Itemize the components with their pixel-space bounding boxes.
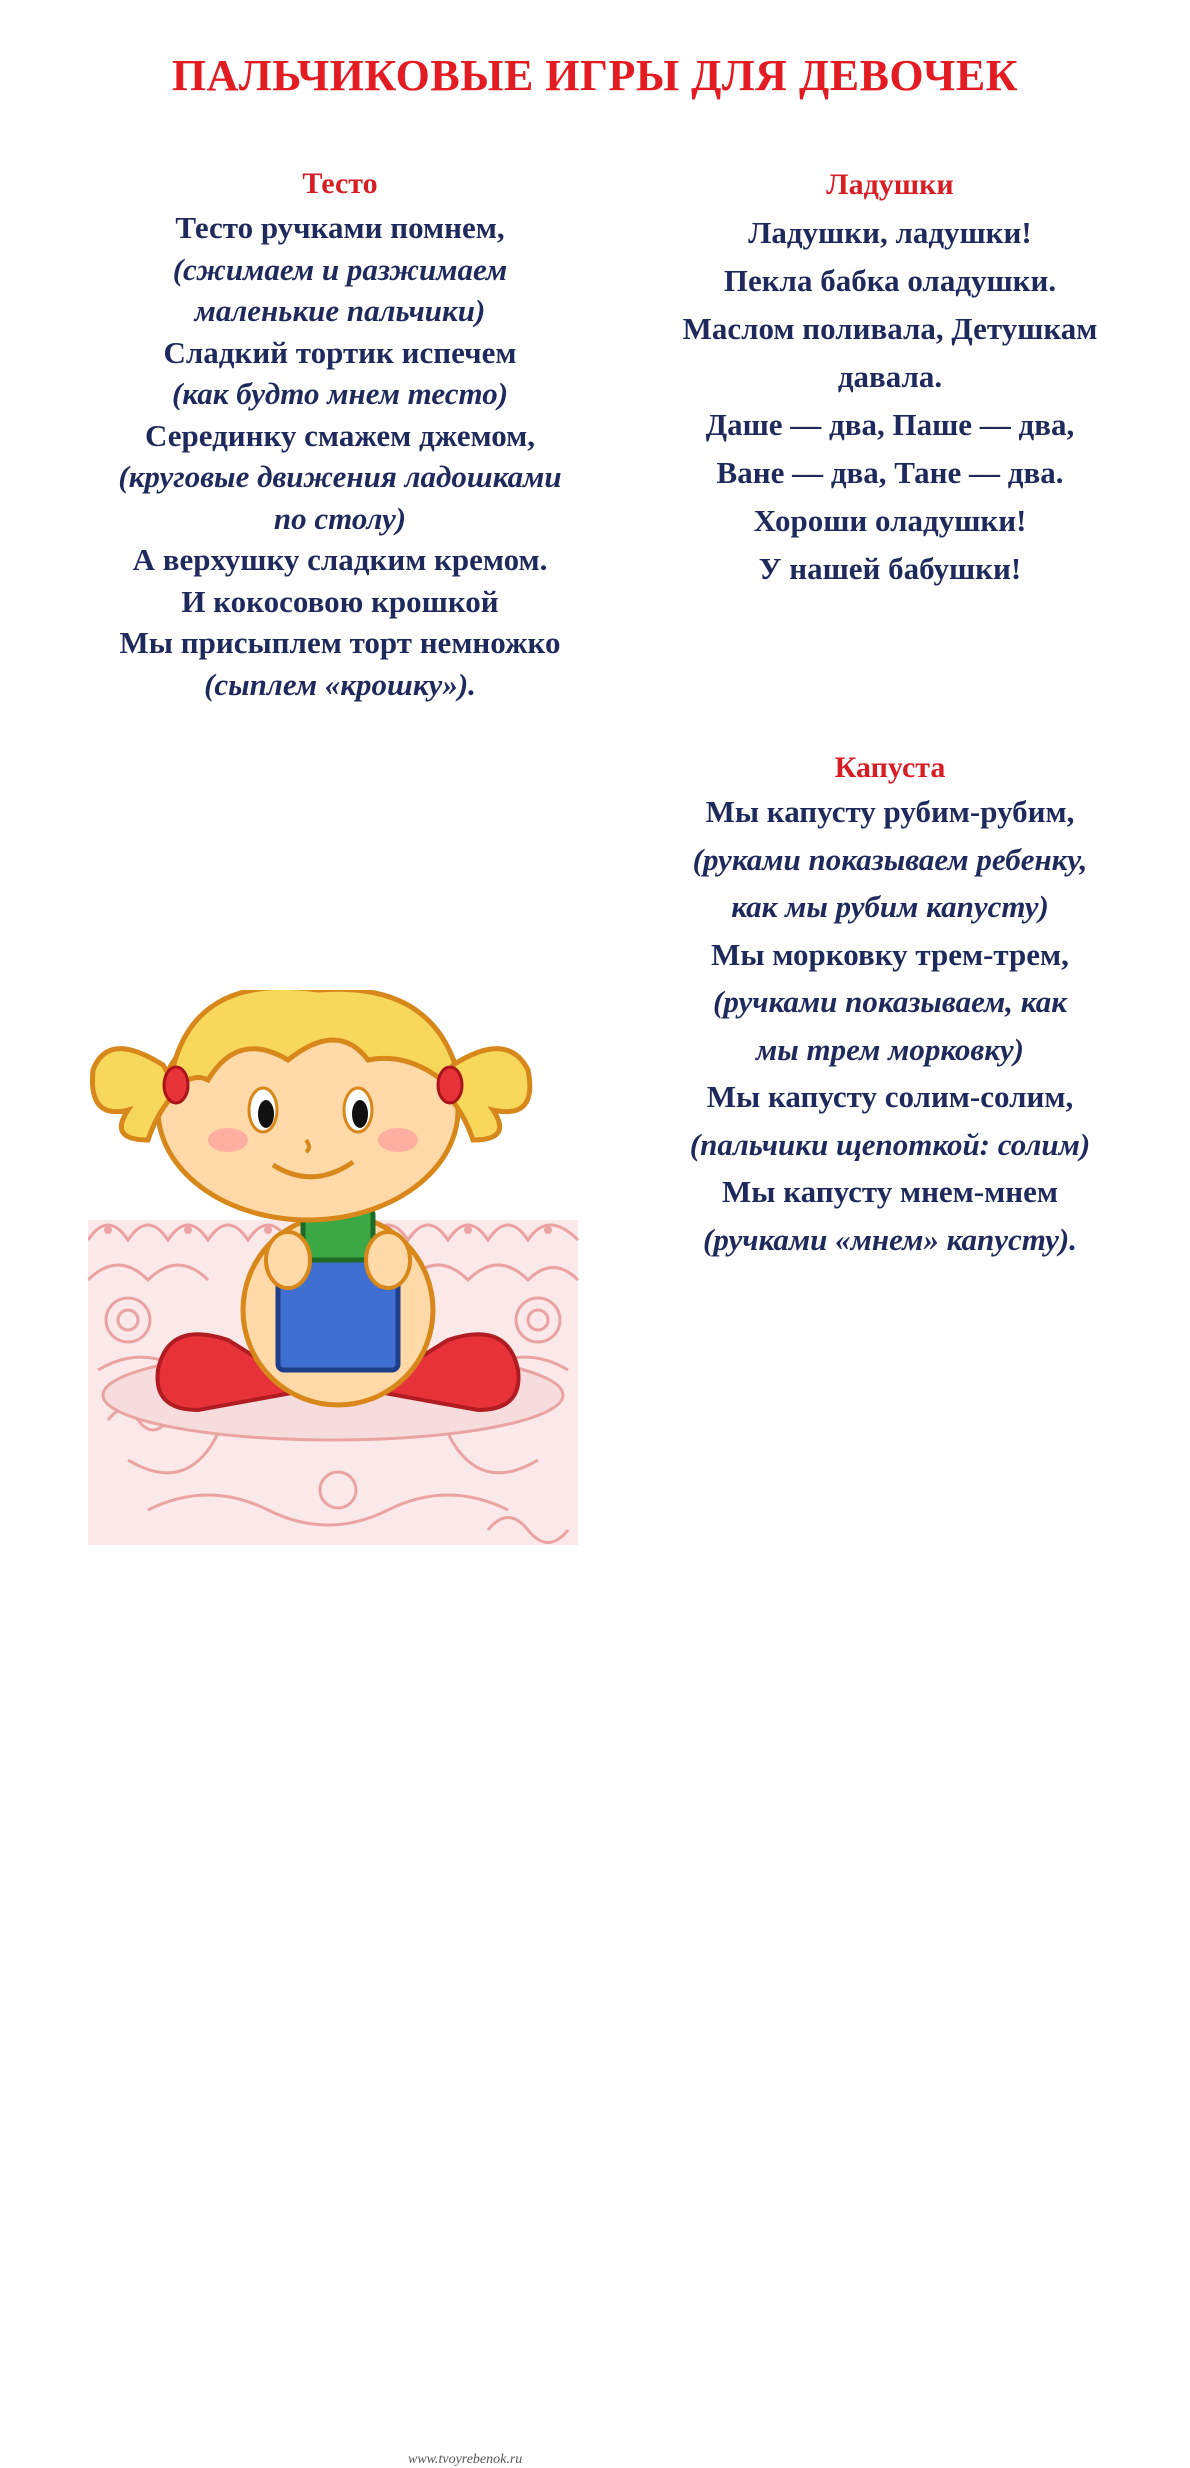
poem-kapusta (630, 748, 1150, 1263)
poem-instruction-line: (сжимаем и разжимаем (172, 251, 508, 287)
poem-instruction-line: (пальчики щепоткой: солим) (689, 1126, 1091, 1162)
poem-testo (60, 165, 620, 705)
poem-title: Ладушки (826, 168, 954, 201)
poem-verse-line: Мы капусту рубим-рубим, (705, 794, 1075, 829)
poem-verse-line: Мы капусту солим-солим, (706, 1079, 1074, 1114)
watermark: www.tvoyrebenok.ru (408, 2452, 523, 2467)
poem-instruction-line: маленькие пальчики) (194, 293, 486, 328)
poem-verse-line: Мы присыплем торт немножко (119, 625, 561, 660)
poem-instruction-line: (ручками показываем, как (713, 984, 1067, 1019)
poem-verse-line: И кокосовою крошкой (181, 583, 499, 619)
poem-instruction-line: (как будто мнем тесто) (171, 376, 509, 411)
girl-illustration (88, 990, 618, 2467)
poem-verse-line: Мы морковку трем-трем, (711, 936, 1069, 972)
poem-verse-line: Маслом поливала, Детушкам (682, 311, 1098, 346)
poem-verse-line: Хороши оладушки! (753, 503, 1027, 538)
poem-title: Капуста (834, 751, 946, 784)
poem-verse-line: Даше — два, Паше — два, (705, 407, 1075, 442)
left-hand (266, 1232, 310, 1288)
poem-instruction-line: мы трем морковку) (756, 1031, 1024, 1067)
girl-with-block-image (88, 990, 618, 1545)
poem-instruction-line: (круговые движения ладошками (118, 459, 562, 494)
poem-verse-line: Пекла бабка оладушки. (723, 263, 1057, 298)
poem-title: Тесто (302, 167, 378, 200)
poem-verse-line: Ване — два, Тане — два. (716, 455, 1064, 490)
page-title: ПАЛЬЧИКОВЫЕ ИГРЫ ДЛЯ ДЕВОЧЕК (171, 51, 1019, 100)
poem-instruction-line: по столу) (273, 500, 407, 536)
poem-instruction-line: как мы рубим капусту) (731, 889, 1049, 924)
poem-verse-line: давала. (837, 359, 943, 394)
poem-verse-line: Сладкий тортик испечем (163, 334, 517, 370)
poem-instruction-line: (руками показываем ребенку, (692, 841, 1088, 877)
poem-verse-line: Ладушки, ладушки! (748, 215, 1032, 250)
poem-instruction-line: (ручками «мнем» капусту). (703, 1221, 1077, 1257)
poem-verse-line: У нашей бабушки! (758, 551, 1022, 586)
poem-verse-line: Тесто ручками помнем, (175, 210, 505, 245)
poem-instruction-line: (сыплем «крошку»). (204, 666, 476, 702)
poem-verse-line: Мы капусту мнем-мнем (722, 1174, 1058, 1209)
right-hand (366, 1232, 410, 1288)
poem-verse-line: А верхушку сладким кремом. (132, 542, 548, 577)
poem-verse-line: Серединку смажем джемом, (144, 417, 536, 453)
poem-ladushki (640, 165, 1140, 593)
head (92, 990, 529, 1220)
